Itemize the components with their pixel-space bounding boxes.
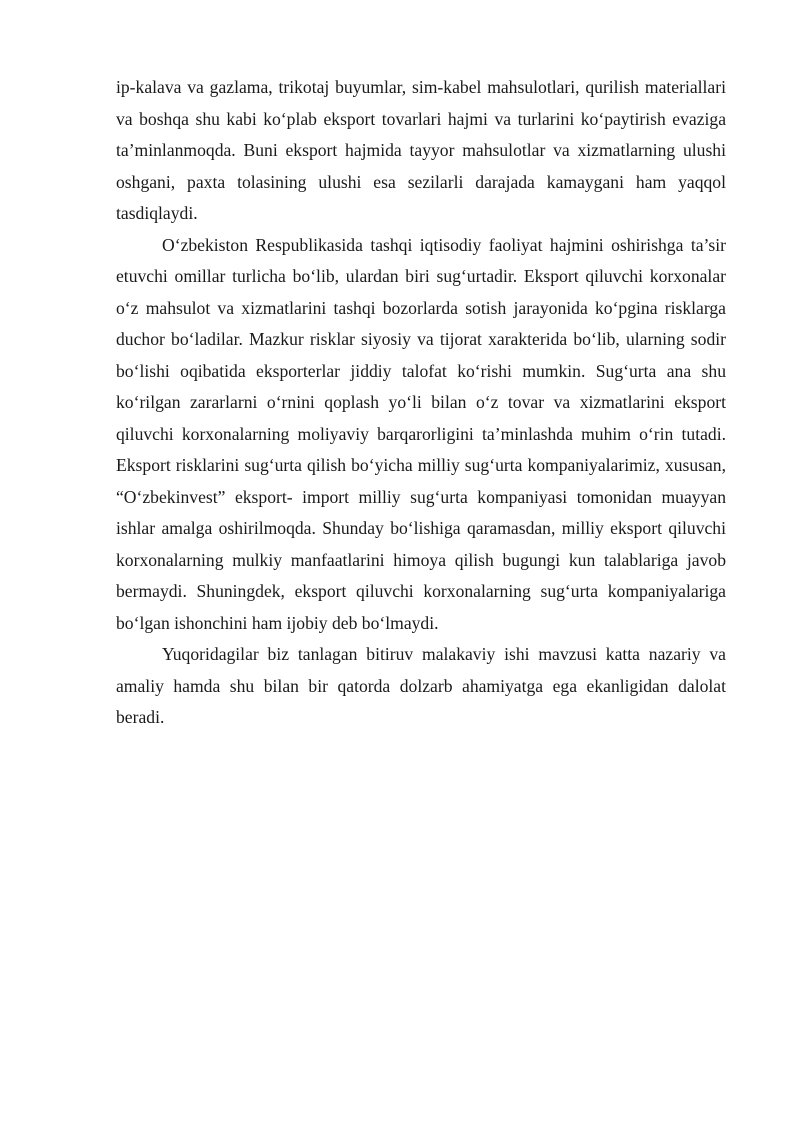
document-body — [116, 72, 726, 734]
paragraph-export-insurance: O‘zbekiston Respublikasida tashqi iqtisodiy faoliyat hajmini oshirishga ta’sir etuvchi omillar turlicha bo‘lib, ulardan biri sug‘urtadir. Eksport qiluvchi korxonalar o‘z mahsulot va xizmatlarini tashqi bozorlarda sotish jarayonida ko‘pgina risklarga duchor bo‘ladilar. Mazkur risklar siyosiy va tijorat xarakterida bo‘lib, ularning sodir bo‘lishi oqibatida eksporterlar jiddiy talofat ko‘rishi mumkin. Sug‘urta ana shu ko‘rilgan zararlarni o‘rnini qoplash yo‘li bilan o‘z tovar va xizmatlarini eksport qiluvchi korxonalarning moliyaviy barqarorligini ta’minlashda muhim o‘rin tutadi. Eksport risklarini sug‘urta qilish bo‘yicha milliy sug‘urta kompaniyalarimiz, xususan, “O‘zbekinvest” eksport- import milliy sug‘urta kompaniyasi tomonidan muayyan ishlar amalga oshirilmoqda. Shunday bo‘lishiga qaramasdan, milliy eksport qiluvchi korxonalarning mulkiy manfaatlarini himoya qilish bugungi kun talablariga javob bermaydi. Shuningdek, eksport qiluvchi korxonalarning sug‘urta kompaniyalariga bo‘lgan ishonchini ham ijobiy deb bo‘lmaydi. — [116, 234, 726, 633]
paragraph-conclusion: Yuqoridagilar biz tanlagan bitiruv malakaviy ishi mavzusi katta nazariy va amaliy hamda shu bilan bir qatorda dolzarb ahamiyatga ega ekanligidan dalolat beradi. — [116, 644, 726, 727]
paragraph-continuation: ip-kalava va gazlama, trikotaj buyumlar, sim-kabel mahsulotlari, qurilish materiallari va boshqa shu kabi ko‘plab eksport tovarlari hajmi va turlarini ko‘paytirish evaziga ta’minlanmoqda. Buni eksport hajmida tayyor mahsulotlar va xizmatlarning ulushi oshgani, paxta tolasining ulushi esa sezilarli darajada kamaygani ham yaqqol tasdiqlaydi. — [116, 77, 726, 223]
